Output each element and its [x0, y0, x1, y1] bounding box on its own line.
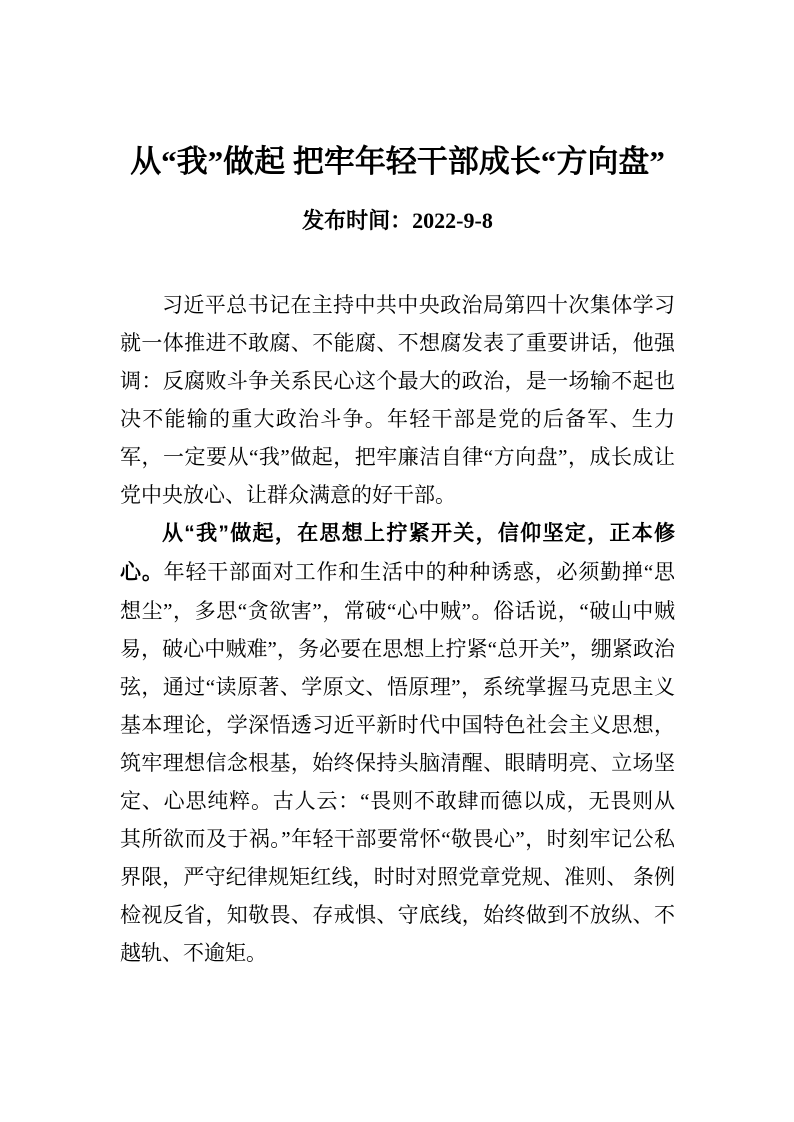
- document-body: [120, 286, 675, 972]
- publish-date: 发布时间：2022-9-8: [302, 208, 493, 233]
- paragraph-2: [120, 514, 675, 972]
- paragraph-1: [120, 286, 675, 514]
- paragraph-2-lead-bold: 从“我”做起，在思想上拧紧开关，信仰坚定，正本修心。: [120, 522, 675, 584]
- paragraph-1-text: 习近平总书记在主持中共中央政治局第四十次集体学习就一体推进不敢腐、不能腐、不想腐发表了重要讲话，他强调：反腐败斗争关系民心这个最大的政治，是一场输不起也决不能输的重大政治斗争。年轻干部是党的后备军、生力军，一定要从“我”做起，把牢廉洁自律“方向盘”，成长成让党中央放心、让群众满意的好干部。: [120, 293, 675, 507]
- paragraph-2-text: 年轻干部面对工作和生活中的种种诱惑，必须勤掸“思想尘”，多思“贪欲害”，常破“心中贼”。俗话说，“破山中贼易，破心中贼难”，务必要在思想上拧紧“总开关”，绷紧政治弦，通过“读原著、学原文、悟原理”，系统掌握马克思主义基本理论，学深悟透习近平新时代中国特色社会主义思想，筑牢理想信念根基，始终保持头脑清醒、眼睛明亮、立场坚定、心思纯粹。古人云：“畏则不敢肆而德以成，无畏则从其所欲而及于祸。”年轻干部要常怀“敬畏心”，时刻牢记公私界限，严守纪律规矩红线，时时对照党章党规、准则、 条例检视反省，知敬畏、存戒惧、守底线，始终做到不放纵、不越轨、不逾矩。: [120, 560, 675, 965]
- page-title: 从“我”做起 把牢年轻干部成长“方向盘”: [130, 144, 665, 179]
